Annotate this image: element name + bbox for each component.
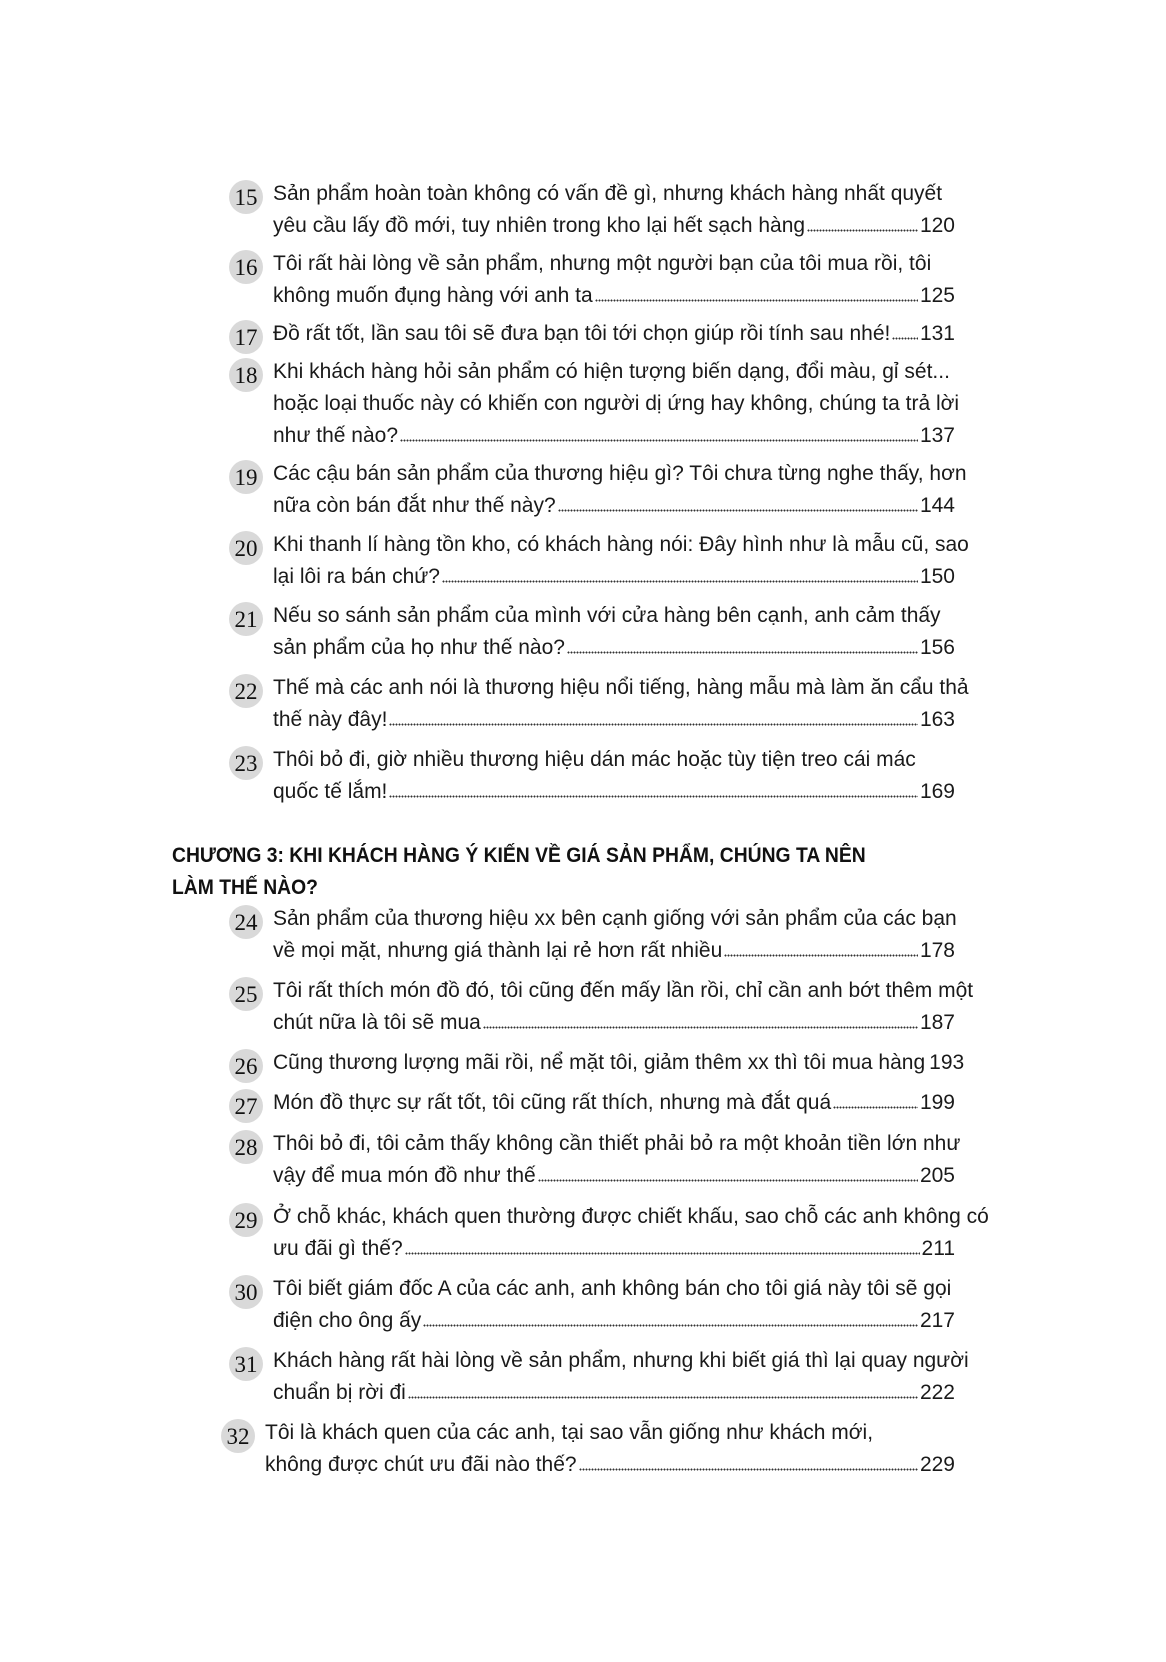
entry-number: 22: [229, 674, 263, 708]
page-number: 178: [919, 939, 955, 962]
entry-last-line: [273, 632, 955, 664]
entry-title-line: không được chút ưu đãi nào thế?: [265, 1453, 577, 1476]
entry-last-line: [273, 1047, 965, 1079]
entry-number: 27: [229, 1089, 263, 1123]
page-number: 156: [919, 636, 955, 659]
entry-title-line: Tôi rất hài lòng về sản phẩm, nhưng một người bạn của tôi mua rồi, tôi: [273, 252, 932, 275]
entry-number: 17: [229, 320, 263, 354]
dot-leader: [892, 320, 918, 340]
entry-number: 19: [229, 460, 263, 494]
entry-title-line: nữa còn bán đắt như thế này?: [273, 494, 556, 517]
entry-title-line: Thế mà các anh nói là thương hiệu nổi tiếng, hàng mẫu mà làm ăn cẩu thả: [273, 676, 969, 699]
entry-number: 30: [229, 1275, 263, 1309]
entry-title-line: Khi thanh lí hàng tồn kho, có khách hàng nói: Đây hình như là mẫu cũ, sao: [273, 533, 969, 556]
entry-title-line: Tôi biết giám đốc A của các anh, anh không bán cho tôi giá này tôi sẽ gọi: [273, 1277, 952, 1300]
entry-title-line: như thế nào?: [273, 424, 398, 447]
page-number: 150: [919, 565, 955, 588]
dot-leader: [389, 706, 918, 726]
entry-title-line: Tôi rất thích món đồ đó, tôi cũng đến mấy lần rồi, chỉ cần anh bớt thêm một: [273, 979, 974, 1002]
page-number: 169: [919, 780, 955, 803]
chapter-heading-line: CHƯƠNG 3: KHI KHÁCH HÀNG Ý KIẾN VỀ GIÁ SẢN PHẨM, CHÚNG TA NÊN: [172, 844, 866, 867]
page-number: 187: [919, 1011, 955, 1034]
page-number: 144: [919, 494, 955, 517]
dot-leader: [442, 563, 918, 583]
entry-title-line: chuẩn bị rời đi: [273, 1381, 406, 1404]
entry-number: 21: [229, 602, 263, 636]
page-number: 131: [919, 322, 955, 345]
entry-title-line: Thôi bỏ đi, giờ nhiều thương hiệu dán mác hoặc tùy tiện treo cái mác: [273, 748, 916, 771]
page-number: 217: [919, 1309, 955, 1332]
chapter-heading-line: LÀM THẾ NÀO?: [172, 876, 318, 899]
dot-leader: [423, 1307, 918, 1327]
entry-title-line: về mọi mặt, nhưng giá thành lại rẻ hơn rất nhiều: [273, 939, 723, 962]
entry-title-line: Khách hàng rất hài lòng về sản phẩm, nhưng khi biết giá thì lại quay người: [273, 1349, 969, 1372]
entry-title-line: sản phẩm của họ như thế nào?: [273, 636, 565, 659]
entry-number: 16: [229, 250, 263, 284]
entry-title-line: hoặc loại thuốc này có khiến con người dị ứng hay không, chúng ta trả lời: [273, 392, 960, 415]
dot-leader: [579, 1451, 918, 1471]
dot-leader: [724, 937, 918, 957]
entry-title-line: Khi khách hàng hỏi sản phẩm có hiện tượng biến dạng, đổi màu, gỉ sét...: [273, 360, 950, 383]
entry-last-line: [273, 1160, 955, 1192]
dot-leader: [567, 634, 918, 654]
dot-leader: [538, 1162, 918, 1182]
entry-title-line: Đồ rất tốt, lần sau tôi sẽ đưa bạn tôi tới chọn giúp rồi tính sau nhé!: [273, 322, 891, 345]
entry-last-line: [273, 280, 955, 312]
page-number: 120: [919, 214, 955, 237]
entry-number: 32: [221, 1419, 255, 1453]
entry-title-line: Ở chỗ khác, khách quen thường được chiết khấu, sao chỗ các anh không có: [273, 1205, 989, 1228]
entry-title-line: điện cho ông ấy: [273, 1309, 422, 1332]
entry-title-line: Tôi là khách quen của các anh, tại sao vẫn giống như khách mới,: [265, 1421, 874, 1444]
entry-number: 31: [229, 1347, 263, 1381]
entry-number: 15: [229, 180, 263, 214]
entry-title-line: Cũng thương lượng mãi rồi, nể mặt tôi, giảm thêm xx thì tôi mua hàng: [273, 1051, 926, 1074]
entry-number: 29: [229, 1203, 263, 1237]
entry-title-line: không muốn đụng hàng với anh ta: [273, 284, 593, 307]
entry-number: 28: [229, 1130, 263, 1164]
entry-last-line: [273, 935, 955, 967]
entry-last-line: [273, 318, 955, 350]
entry-title-line: Món đồ thực sự rất tốt, tôi cũng rất thích, nhưng mà đắt quá: [273, 1091, 832, 1114]
entry-number: 25: [229, 977, 263, 1011]
entry-title-line: vậy để mua món đồ như thế: [273, 1164, 536, 1187]
page-number: 205: [919, 1164, 955, 1187]
dot-leader: [483, 1009, 918, 1029]
entry-number: 18: [229, 358, 263, 392]
entry-number: 23: [229, 746, 263, 780]
entry-last-line: [273, 704, 955, 736]
entry-title-line: thế này đây!: [273, 708, 388, 731]
page-number: 125: [919, 284, 955, 307]
entry-last-line: [273, 1087, 955, 1119]
page-number: 229: [919, 1453, 955, 1476]
dot-leader: [558, 492, 918, 512]
page-number: 193: [929, 1051, 965, 1074]
entry-title-line: Thôi bỏ đi, tôi cảm thấy không cần thiết phải bỏ ra một khoản tiền lớn như: [273, 1132, 961, 1155]
entry-last-line: [273, 561, 955, 593]
entry-number: 20: [229, 531, 263, 565]
entry-last-line: [273, 210, 955, 242]
dot-leader: [400, 422, 918, 442]
page-number: 211: [921, 1237, 955, 1260]
entry-last-line: [273, 1007, 955, 1039]
dot-leader: [807, 212, 918, 232]
dot-leader: [408, 1379, 918, 1399]
entry-title-line: quốc tế lắm!: [273, 780, 388, 803]
entry-last-line: [273, 420, 955, 452]
page-number: 137: [919, 424, 955, 447]
entry-last-line: [273, 1305, 955, 1337]
entry-title-line: Sản phẩm của thương hiệu xx bên cạnh giống với sản phẩm của các bạn: [273, 907, 957, 930]
entry-title-line: chút nữa là tôi sẽ mua: [273, 1011, 481, 1034]
page-number: 163: [919, 708, 955, 731]
entry-title-line: Sản phẩm hoàn toàn không có vấn đề gì, nhưng khách hàng nhất quyết: [273, 182, 943, 205]
entry-number: 24: [229, 905, 263, 939]
entry-last-line: [265, 1449, 955, 1481]
dot-leader: [595, 282, 918, 302]
page-number: 222: [919, 1381, 955, 1404]
entry-last-line: [273, 776, 955, 808]
entry-title-line: ưu đãi gì thế?: [273, 1237, 403, 1260]
entry-title-line: yêu cầu lấy đồ mới, tuy nhiên trong kho lại hết sạch hàng: [273, 214, 806, 237]
entry-last-line: [273, 1377, 955, 1409]
entry-last-line: [273, 1233, 955, 1265]
chapter-heading[interactable]: [172, 840, 908, 904]
dot-leader: [389, 778, 918, 798]
entry-title-line: Các cậu bán sản phẩm của thương hiệu gì? Tôi chưa từng nghe thấy, hơn: [273, 462, 967, 485]
entry-number: 26: [229, 1049, 263, 1083]
dot-leader: [833, 1089, 918, 1109]
page-number: 199: [919, 1091, 955, 1114]
entry-title-line: Nếu so sánh sản phẩm của mình với cửa hàng bên cạnh, anh cảm thấy: [273, 604, 941, 627]
dot-leader: [405, 1235, 920, 1255]
entry-title-line: lại lôi ra bán chứ?: [273, 565, 440, 588]
entry-last-line: [273, 490, 955, 522]
